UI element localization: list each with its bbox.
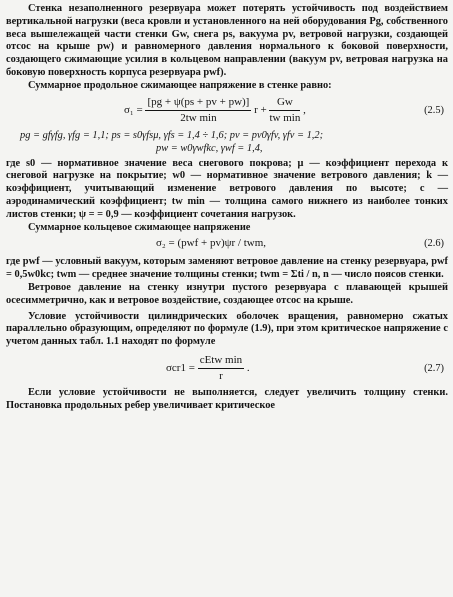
- load-coefficients-line-1: pg = gfγfg, γfg = 1,1; ps = s0γfsμ, γfs = 1,4 ÷ 1,6; pv = pv0γfv, γfv = 1,2;: [20, 129, 324, 141]
- eq25-numerator-1: [pg + ψ(ps + pv + pw)]: [145, 96, 251, 111]
- eq25-mid: r +: [254, 103, 267, 116]
- equation-number-2-7: (2.7): [424, 362, 444, 374]
- paragraph-wind-pressure: Ветровое давление на стенку изнутри пустого резервуара с плавающей крышей осесимметрично, как и ветровое воздействие, создающее отсос на крыше.: [6, 281, 448, 306]
- eq27-numerator: cEtw min: [198, 354, 244, 369]
- equation-number-2-6: (2.6): [424, 238, 444, 250]
- equation-2-5: [6, 96, 448, 124]
- equation-2-7: [6, 354, 448, 382]
- paragraph-increase-thickness: Если условие устойчивости не выполняется, следует увеличить толщину стенки. Постановка продольных ребер увеличивает критическое: [6, 386, 448, 411]
- equation-2-6: [6, 237, 448, 253]
- eq27-fraction: [198, 354, 244, 383]
- paragraph-longitudinal-stress: Суммарное продольное сжимающее напряжение в стенке равно:: [28, 79, 332, 91]
- eq25-fraction-1: [145, 96, 251, 125]
- eq27-lhs: σcr1 =: [166, 361, 195, 374]
- equation-number-2-5: (2.5): [424, 104, 444, 116]
- eq27-denominator: r: [219, 369, 223, 382]
- eq25-tail: ,: [303, 103, 306, 116]
- eq25-lhs: σ₁ =: [124, 103, 143, 116]
- eq27-tail: .: [246, 361, 250, 374]
- paragraph-notation: где s0 — нормативное значение веса снегового покрова; μ — коэффициент перехода к снеговой нагрузке на покрытие; w0 — нормативное значение ветрового давления; k — коэффициент, учитывающий изменение ветрового давления по высоте; c — аэродинамический коэффициент; tw min — толщина самого нижнего из наиболее тонких листов стенки; ψ = = 0,9 — коэффициент сочетания нагрузок.: [6, 157, 448, 220]
- paragraph-conditional-vacuum: где pwf — условный вакуум, которым заменяют ветровое давление на стенку резервуара, pwf = 0,5w0kc; twm — среднее значение толщины стенки; twm = Σti / n, n — число поясов стенки.: [6, 256, 448, 281]
- paragraph-stability-condition: Условие устойчивости цилиндрических оболочек вращения, равномерно сжатых параллельно образующим, определяют по формуле (1.9), при этом критическое напряжение с учетом данных табл. 1.1 находят по формуле: [6, 310, 448, 348]
- eq25-denominator-2: tw min: [269, 111, 301, 124]
- eq25-numerator-2: Gw: [269, 96, 300, 111]
- load-coefficients-line-2: pw = w0γwfkc, γwf = 1,4,: [156, 142, 263, 154]
- paragraph-intro: Стенка незаполненного резервуара может потерять устойчивость под воздействием вертикальной нагрузки (веса кровли и установленного на ней оборудования Pg, собственного веса вышележащей части стенки Gw, снега ps, вакуума pv, ветровой нагрузки, создающей отсос на крыше pw) и равномерного давления нормального к боковой поверхности, создающего сжимающие усилия в кольцевом направлении (вакуум pv, ветровая нагрузка на боковую поверхность корпуса резервуара pwf).: [6, 3, 448, 78]
- eq26-expression: σ₂ = (pwf + pv)ψr / twm,: [156, 237, 267, 250]
- paragraph-ring-stress: Суммарное кольцевое сжимающее напряжение: [28, 221, 251, 233]
- eq25-fraction-2: [269, 96, 300, 125]
- eq25-denominator-1: 2tw min: [180, 111, 217, 124]
